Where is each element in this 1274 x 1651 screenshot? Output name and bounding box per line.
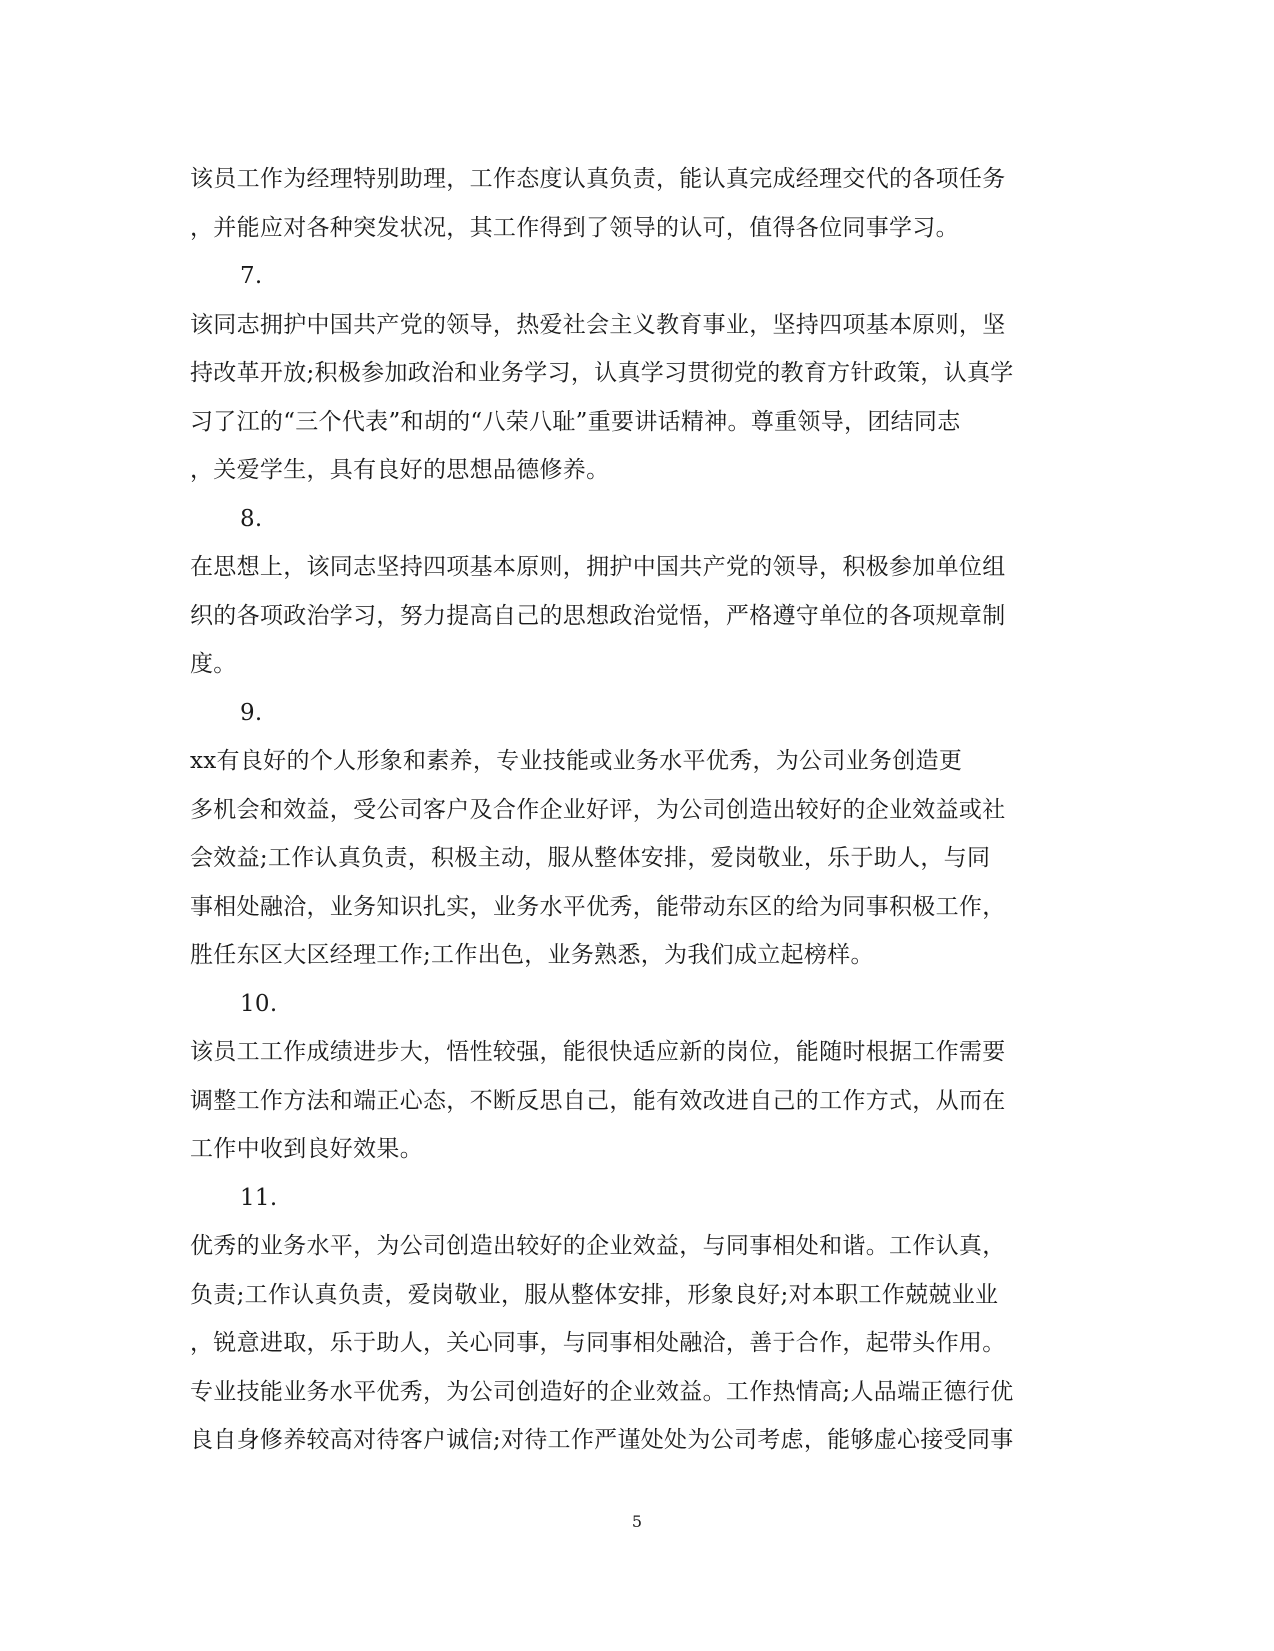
item-number: 11. (240, 1184, 278, 1211)
text-line: ，并能应对各种突发状况，其工作得到了领导的认可，值得各位同事学习。 (190, 214, 959, 241)
text-line: 胜任东区大区经理工作;工作出色，业务熟悉，为我们成立起榜样。 (190, 942, 874, 968)
text-line: 该同志拥护中国共产党的领导，热爱社会主义教育事业，坚持四项基本原则，坚 (190, 311, 1006, 338)
text-line: ，锐意进取，乐于助人，关心同事，与同事相处融洽，善于合作，起带头作用。 (190, 1330, 1006, 1356)
text-line: 该员工工作成绩进步大，悟性较强，能很快适应新的岗位，能随时根据工作需要 (190, 1039, 1006, 1065)
text-line: 良自身修养较高对待客户诚信;对待工作严谨处处为公司考虑，能够虚心接受同事 (190, 1427, 1014, 1453)
text-line: 持改革开放;积极参加政治和业务学习，认真学习贯彻党的教育方针政策，认真学 (190, 360, 1014, 386)
text-line: ，关爱学生，具有良好的思想品德修养。 (190, 457, 610, 483)
item-number: 7. (240, 263, 263, 289)
text-line: 专业技能业务水平优秀，为公司创造好的企业效益。工作热情高;人品端正德行优 (190, 1378, 1014, 1405)
text-line: 调整工作方法和端正心态，不断反思自己，能有效改进自己的工作方式，从而在 (190, 1087, 1006, 1114)
text-line: 会效益;工作认真负责，积极主动，服从整体安排，爱岗敬业，乐于助人，与同 (190, 845, 991, 871)
text-line: xx有良好的个人形象和素养，专业技能或业务水平优秀，为公司业务创造更 (190, 748, 963, 774)
page-number: 5 (631, 1512, 643, 1531)
document-body (190, 155, 1090, 1465)
text-line: 习了江的“三个代表”和胡的“八荣八耻”重要讲话精神。尊重领导，团结同志 (190, 408, 961, 435)
text-line: 工作中收到良好效果。 (190, 1136, 423, 1162)
text-line: 多机会和效益，受公司客户及合作企业好评，为公司创造出较好的企业效益或社 (190, 796, 1006, 823)
text-line: 度。 (190, 651, 237, 677)
text-line: 该员工作为经理特别助理，工作态度认真负责，能认真完成经理交代的各项任务 (190, 166, 1006, 192)
text-line: 事相处融洽，业务知识扎实，业务水平优秀，能带动东区的给为同事积极工作， (190, 893, 1006, 920)
text-line: 负责;工作认真负责，爱岗敬业，服从整体安排，形象良好;对本职工作兢兢业业 (190, 1281, 999, 1308)
text-line: 织的各项政治学习，努力提高自己的思想政治觉悟，严格遵守单位的各项规章制 (190, 602, 1006, 629)
item-number: 9. (240, 699, 263, 726)
item-number: 10. (240, 990, 278, 1017)
item-number: 8. (240, 505, 263, 532)
text-line: 在思想上，该同志坚持四项基本原则，拥护中国共产党的领导，积极参加单位组 (190, 554, 1006, 580)
text-line: 优秀的业务水平，为公司创造出较好的企业效益，与同事相处和谐。工作认真， (190, 1233, 1006, 1259)
